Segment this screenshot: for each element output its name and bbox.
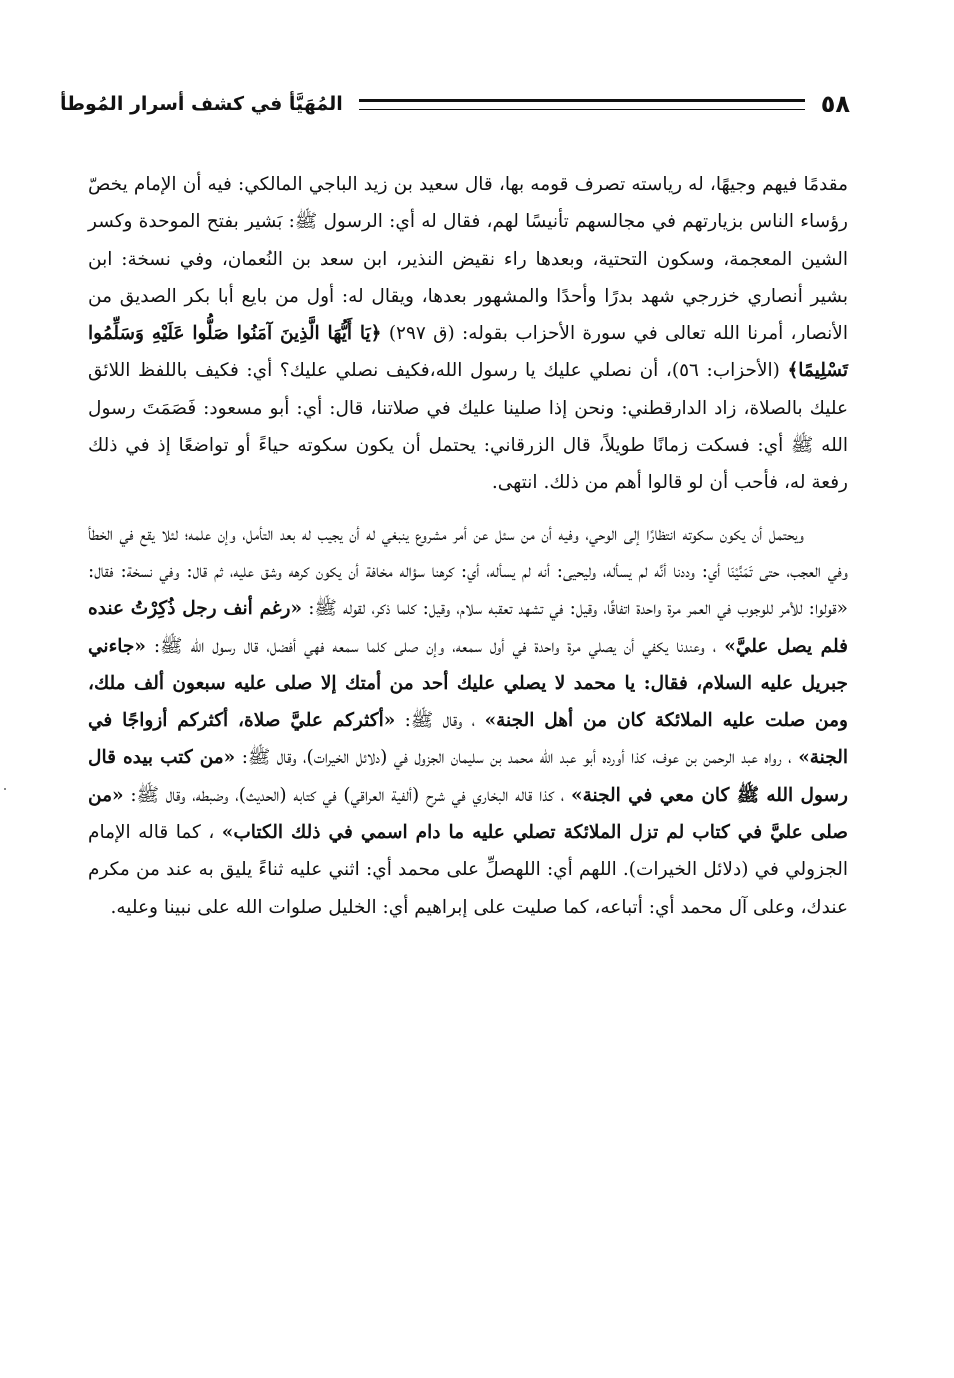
hadith-quote-3: «أكثركم عليَّ صلاة، أكثركم أزواجًا في الجنة» bbox=[88, 710, 848, 769]
paragraph-2-text-b: ، وعندنا يكفي أن يصلي مرة واحدة في أول سمعه، وإن صلى كلما سمعه فهي أفضل، قال رسول الله ﷺ: bbox=[153, 635, 717, 657]
quran-verse: ﴿يَا أَيُّهَا الَّذِينَ آمَنُوا صَلُّوا عَلَيْهِ وَسَلِّمُوا تَسْلِيمًا﴾ bbox=[88, 323, 848, 382]
paragraph-2-text-e: ، كذا قاله البخاري في شرح (ألفية العراقي) في كتابه (الحديث)، وضبطه، وقال ﷺ: bbox=[130, 784, 565, 806]
hadith-quote-4: «من كتب بيده قال رسول الله ﷺ كان معي في الجنة» bbox=[88, 747, 848, 806]
paragraph-1 bbox=[88, 166, 848, 502]
paragraph-1-text-b: (الأحزاب: ٥٦)، أن نصلي عليك يا رسول الله،فكيف نصلي عليك؟ أي: فكيف باللفظ اللائق عليك بالصلاة، زاد الدارقطني: ونحن إذا صلينا عليك في صلاتنا، قال: أي: أبو مسعود: فَصَمَتَ رسول الله ﷺ أي: فسكت زمانًا طويلاً، قال الزرقاني: يحتمل أن يكون سكوته حياءً أو تواضعًا إذ في ذلك رفعة له، فأحب أن لو قالوا أهم من ذلك. انتهى. bbox=[88, 360, 848, 494]
hadith-quote-5: «من صلى عليَّ في كتاب لم تزل الملائكة تصلي عليه ما دام اسمي في ذلك الكتاب» bbox=[88, 784, 848, 844]
page-number: ٥٨ bbox=[820, 90, 850, 118]
scan-speck bbox=[4, 788, 6, 790]
paragraph-2-text-a: ويحتمل أن يكون سكوته انتظارًا إلى الوحي، وفيه أن من سئل عن أمر مشروع ينبغي له أن يجيب له بعد التأمل، وإن علمه؛ لئلا يقع في الخطأ وفي العجب، حتى تَمَنَّيْنَا أي: وددنا أنَّه لم يسأله، وليحيى: أنه لم يسأله، أي: كرهنا سؤاله مخافة أن يكون كرهه وشق عليه، ثم قال: وفي نسخة: فقال: «قولوا: للأمر للوجوب في العمر مرة واحدة اتفاقًا، وقيل: في تشهد تعقبه سلام، وقيل: كلما ذكر، لقوله ﷺ: bbox=[88, 523, 848, 620]
hadith-quote-2: «جاءني جبريل عليه السلام، فقال: يا محمد لا يصلي عليك أحد من أمتك إلا صلى عليه سبعون ألف ملك، ومن صلت عليه الملائكة كان من أهل الجنة» bbox=[88, 635, 848, 732]
paragraph-2-text-d: ، رواه عبد الرحمن بن عوف، كذا أورده أبو عبد الله محمد بن سليمان الجزول في (دلائل الخيرات)، وقال ﷺ: bbox=[241, 747, 792, 769]
hadith-quote-1: «رغم أنف رجل ذُكِرْتُ عنده فلم يصل عليَّ» bbox=[88, 598, 848, 657]
paragraph-1-text-a: مقدمًا فيهم وجيهًا، له رياسته تصرف قومه بها، قال سعيد بن زيد الباجي المالكي: فيه أن الإمام يخصّ رؤساء الناس بزيارتهم في مجالسهم تأنيسًا لهم، فقال له أي: الرسول ﷺ: بَشير بفتح الموحدة وكسر الشين المعجمة، وسكون التحتية، وبعدها راء نقيض النذير، ابن سعد بن النُعمان، وفي نسخة: ابن بشير أنصاري خزرجي شهد بدرًا وأحدًا والمشهور بعدها، ويقال له: أول من بايع أبا بكر الصديق من الأنصار، أمرنا الله تعالى في سورة الأحزاب بقوله: (ق ٢٩٧) bbox=[88, 174, 849, 345]
paragraph-2-text-c: ، وقال ﷺ: bbox=[404, 710, 476, 732]
book-title: المُهَيَّأ في كشف أسرار المُوطأ bbox=[60, 93, 343, 115]
body-text bbox=[88, 166, 848, 926]
running-header bbox=[60, 86, 850, 122]
paragraph-2-text-f: ، كما قاله الإمام الجزولي في (دلائل الخيرات). اللهم أي: اللهصلِّ على محمد أي: اثني عليه ثناءً يليق به عند من مكرم عندك، وعلى آل محمد أي: أتباعه، كما صليت على إبراهيم أي: الخليل صلوات الله على نبينا وعليه. bbox=[88, 822, 848, 918]
header-rule bbox=[359, 99, 805, 110]
paragraph-2 bbox=[88, 516, 848, 926]
